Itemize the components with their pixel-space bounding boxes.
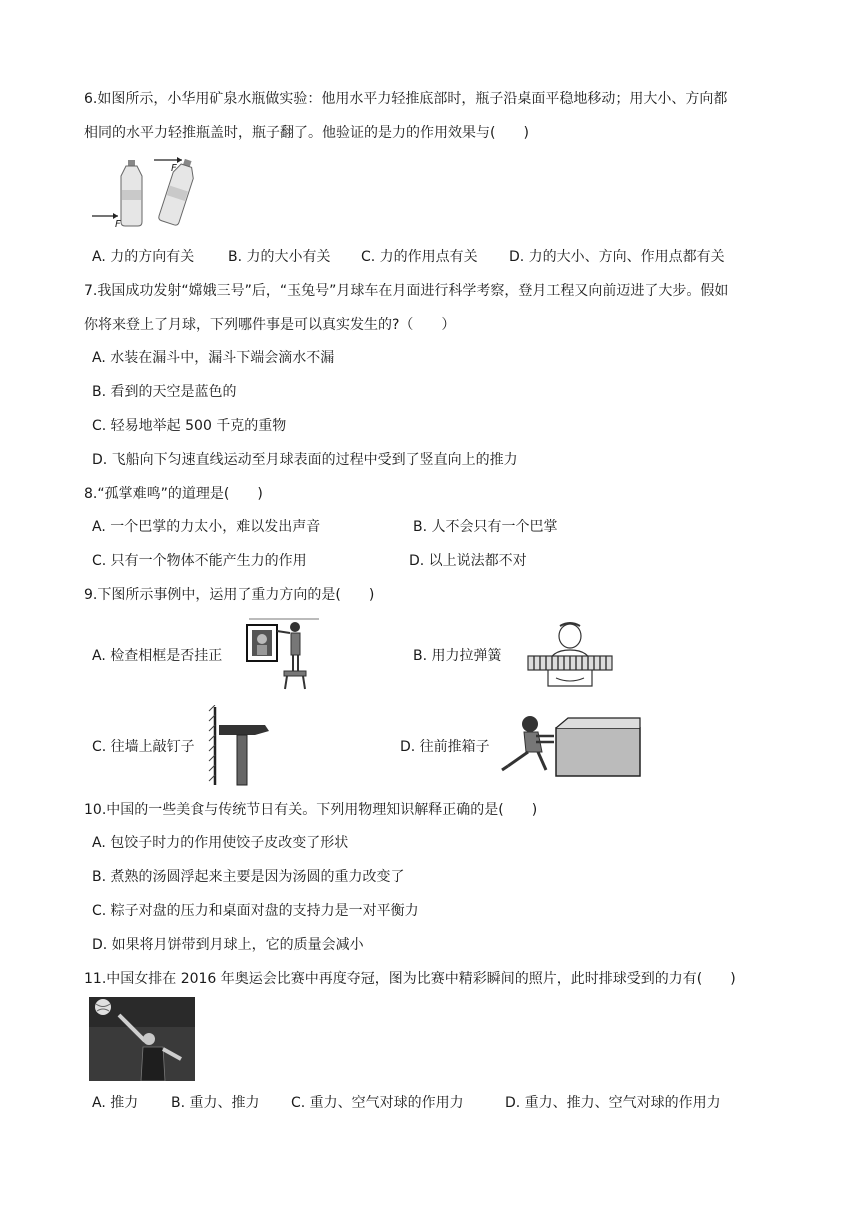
hammer-nail-figure (205, 705, 277, 787)
picture-frame-check-figure (243, 617, 323, 691)
box-icon (556, 718, 640, 776)
person-pushing-icon (502, 716, 554, 770)
q10-option-d: D. 如果将月饼带到月球上，它的质量会减小 (92, 937, 364, 953)
volleyball-icon (95, 999, 111, 1015)
q6-option-a: A. 力的方向有关 (92, 249, 195, 265)
hammer-icon (219, 725, 269, 785)
q11-option-d: D. 重力、推力、空气对球的作用力 (505, 1095, 721, 1111)
q9-option-a: A. 检查相框是否挂正 (92, 648, 223, 664)
q10-option-c: C. 粽子对盘的压力和桌面对盘的支持力是一对平衡力 (92, 903, 419, 919)
person-pulling-spring-icon (548, 623, 592, 686)
q9-option-d: D. 往前推箱子 (400, 739, 490, 755)
q6-stem-line2: 相同的水平力轻推瓶盖时，瓶子翻了。他验证的是力的作用效果与( ) (84, 125, 529, 141)
q11-stem: 11.中国女排在 2016 年奥运会比赛中再度夺冠，图为比赛中精彩瞬间的照片，此时排球受到的力有( ) (84, 971, 736, 987)
q6-option-c: C. 力的作用点有关 (361, 249, 478, 265)
q11-option-b: B. 重力、推力 (171, 1095, 260, 1111)
q6-option-d: D. 力的大小、方向、作用点都有关 (509, 249, 725, 265)
picture-frame-icon (247, 619, 319, 661)
q9-option-b: B. 用力拉弹簧 (413, 648, 502, 664)
q7-option-a: A. 水装在漏斗中，漏斗下端会滴水不漏 (92, 350, 335, 366)
q6-stem-line1: 6.如图所示，小华用矿泉水瓶做实验：他用水平力轻推底部时，瓶子沿桌面平稳地移动；用大小、方向都 (84, 91, 728, 107)
q7-option-d: D. 飞船向下匀速直线运动至月球表面的过程中受到了竖直向上的推力 (92, 452, 518, 468)
force-label-top: F (171, 163, 177, 174)
q10-option-b: B. 煮熟的汤圆浮起来主要是因为汤圆的重力改变了 (92, 869, 405, 885)
q8-option-b: B. 人不会只有一个巴掌 (413, 519, 558, 535)
force-label-bottom: F (115, 219, 121, 230)
wall-icon (209, 705, 215, 785)
q8-option-a: A. 一个巴掌的力太小，难以发出声音 (92, 519, 321, 535)
q6-option-b: B. 力的大小有关 (228, 249, 331, 265)
q8-option-c: C. 只有一个物体不能产生力的作用 (92, 553, 307, 569)
upright-bottle-icon (121, 160, 142, 226)
q10-option-a: A. 包饺子时力的作用使饺子皮改变了形状 (92, 835, 349, 851)
person-on-stool-icon (277, 622, 306, 689)
volleyball-photo (89, 997, 195, 1081)
q7-option-b: B. 看到的天空是蓝色的 (92, 384, 237, 400)
q8-stem: 8.“孤掌难鸣”的道理是( ) (84, 486, 263, 502)
spring-icon (528, 656, 612, 670)
push-box-figure (480, 712, 642, 778)
q10-stem: 10.中国的一些美食与传统节日有关。下列用物理知识解释正确的是( ) (84, 802, 538, 818)
q11-option-a: A. 推力 (92, 1095, 139, 1111)
q9-option-c: C. 往墙上敲钉子 (92, 739, 195, 755)
bottle-experiment-figure (88, 152, 208, 234)
tipping-bottle-icon (158, 157, 198, 226)
q8-option-d: D. 以上说法都不对 (409, 553, 527, 569)
q7-stem-line2: 你将来登上了月球，下列哪件事是可以真实发生的?（ ） (84, 317, 456, 333)
q7-option-c: C. 轻易地举起 500 千克的重物 (92, 418, 287, 434)
q7-stem-line1: 7.我国成功发射“嫦娥三号”后，“玉兔号”月球车在月面进行科学考察，登月工程又向前迈进了大步。假如 (84, 283, 729, 299)
q9-stem: 9.下图所示事例中，运用了重力方向的是( ) (84, 587, 375, 603)
spring-pull-figure (520, 620, 620, 692)
q11-option-c: C. 重力、空气对球的作用力 (291, 1095, 464, 1111)
force-arrow-top-icon (154, 157, 182, 163)
